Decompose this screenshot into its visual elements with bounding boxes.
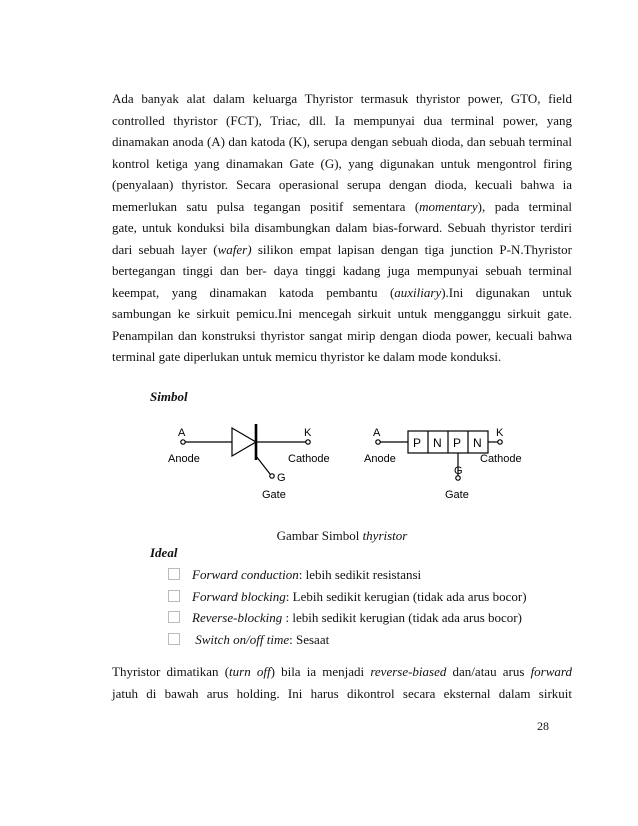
text-run: Thyristor dimatikan (	[112, 664, 230, 679]
item-text: : lebih sedikit resistansi	[298, 567, 422, 582]
text-line	[112, 661, 572, 683]
italic-text: wafer)	[217, 241, 252, 257]
text-run: dari sebuah layer (	[112, 241, 218, 257]
italic-text: auxiliary	[394, 284, 442, 300]
text-line	[112, 196, 572, 218]
right-anode-label: Anode	[364, 453, 396, 465]
caption-text: Gambar Simbol	[276, 528, 363, 543]
text-line	[112, 346, 572, 368]
item-text: : lebih sedikit kerugian (tidak ada arus bocor)	[282, 610, 522, 625]
intro-paragraph	[112, 88, 572, 368]
italic-text: reverse-biased	[370, 664, 447, 679]
left-gate-label: Gate	[262, 489, 286, 501]
text-line	[112, 683, 572, 705]
text-line	[112, 153, 572, 175]
text-line	[112, 303, 572, 325]
list-item	[168, 629, 527, 651]
caption-italic: thyristor	[362, 528, 408, 543]
page-number: 28	[537, 719, 549, 733]
italic-text: turn off	[229, 664, 271, 679]
text-line	[112, 282, 572, 304]
item-term: Switch on/off time	[192, 631, 290, 647]
list-item	[168, 564, 527, 586]
text-run: kontrol ketiga yang dinamakan Gate (G), yang digunakan untuk mengontrol firing	[112, 155, 572, 171]
text-run: Ada banyak alat dalam keluarga Thyristor termasuk thyristor power, GTO, field	[112, 91, 572, 106]
text-run: controlled thyristor (FCT), Triac, dll. Ia mempunyai dua terminal power, yang	[112, 112, 572, 128]
bullet-box-icon	[168, 590, 180, 602]
item-term: Forward conduction	[192, 567, 299, 582]
layer-4-label: N	[473, 436, 482, 450]
text-run: sambungan ke sirkuit pemicu.Ini mencegah sirkuit untuk mengganggu sirkuit gate.	[112, 306, 572, 321]
text-run: terminal gate diperlukan untuk memicu thyristor ke dalam mode konduksi.	[112, 349, 502, 364]
text-line	[112, 325, 572, 347]
text-line	[112, 131, 572, 153]
bullet-box-icon	[168, 633, 180, 645]
text-run: keempat, yang dinamakan katoda pembantu (	[112, 284, 395, 300]
right-anode-letter: A	[373, 427, 381, 439]
left-cathode-label: Cathode	[288, 453, 330, 465]
text-run: ) bila ia menjadi	[270, 664, 371, 679]
right-gate-letter: G	[454, 465, 463, 477]
symbol-heading: Simbol	[150, 389, 188, 404]
text-line	[112, 260, 572, 282]
bullet-box-icon	[168, 568, 180, 580]
text-line	[112, 217, 572, 239]
text-line	[112, 110, 572, 132]
ideal-heading: Ideal	[150, 545, 178, 560]
right-gate-label: Gate	[445, 489, 469, 501]
bullet-box-icon	[168, 611, 180, 623]
text-run: ), pada terminal	[477, 198, 572, 214]
text-run: dinamakan anoda (A) dan katoda (K), serupa dengan sebuah dioda, dan sebuah terminal	[112, 134, 572, 149]
left-anode-letter: A	[178, 427, 186, 439]
right-cathode-letter: K	[496, 427, 504, 439]
text-run: silikon empat lapisan dengan tiga junction P-N.Thyristor	[251, 241, 572, 257]
text-run: ).Ini digunakan untuk	[441, 284, 572, 300]
list-item	[168, 607, 527, 629]
italic-text: forward	[530, 664, 572, 679]
text-run: (penyalaan) thyristor. Secara operasional serupa dengan dioda, kecuali bahwa ia	[112, 177, 572, 192]
ideal-list	[168, 564, 527, 650]
list-item	[168, 586, 527, 608]
item-text: : Sesaat	[289, 631, 330, 647]
right-cathode-label: Cathode	[480, 453, 522, 465]
italic-text: momentary	[419, 198, 478, 214]
text-run: Penampilan dan konstruksi thyristor sangat mirip dengan dioda power, kecuali bahwa	[112, 327, 572, 343]
left-cathode-letter: K	[304, 427, 312, 439]
left-anode-label: Anode	[168, 453, 200, 465]
thyristor-schematic-symbol	[181, 424, 310, 478]
text-line	[112, 174, 572, 196]
text-run: memerlukan satu pulsa tegangan positif sementara (	[112, 198, 420, 214]
figure-caption	[112, 528, 572, 544]
item-term: Forward blocking	[192, 588, 286, 604]
layer-1-label: P	[413, 436, 422, 450]
text-line	[112, 239, 572, 261]
text-run: jatuh di bawah arus holding. Ini harus dikontrol secara eksternal dalam sirkuit	[112, 685, 572, 701]
layer-2-label: N	[433, 436, 442, 450]
thyristor-symbol-diagram	[112, 418, 572, 514]
turn-off-paragraph	[112, 661, 572, 704]
text-line	[112, 88, 572, 110]
item-term: Reverse-blocking	[192, 610, 283, 625]
item-text: : Lebih sedikit kerugian (tidak ada arus bocor)	[285, 588, 527, 604]
left-gate-letter: G	[277, 472, 286, 484]
layer-3-label: P	[453, 436, 462, 450]
text-run: gate, untuk konduksi bila disambungkan dalam bias-forward. Sebuah thyristor terdiri	[112, 220, 572, 235]
text-run: bertegangan tinggi dan ber- daya tinggi kadang juga mempunyai sebuah terminal	[112, 263, 572, 278]
text-run: dan/atau arus	[446, 664, 531, 679]
